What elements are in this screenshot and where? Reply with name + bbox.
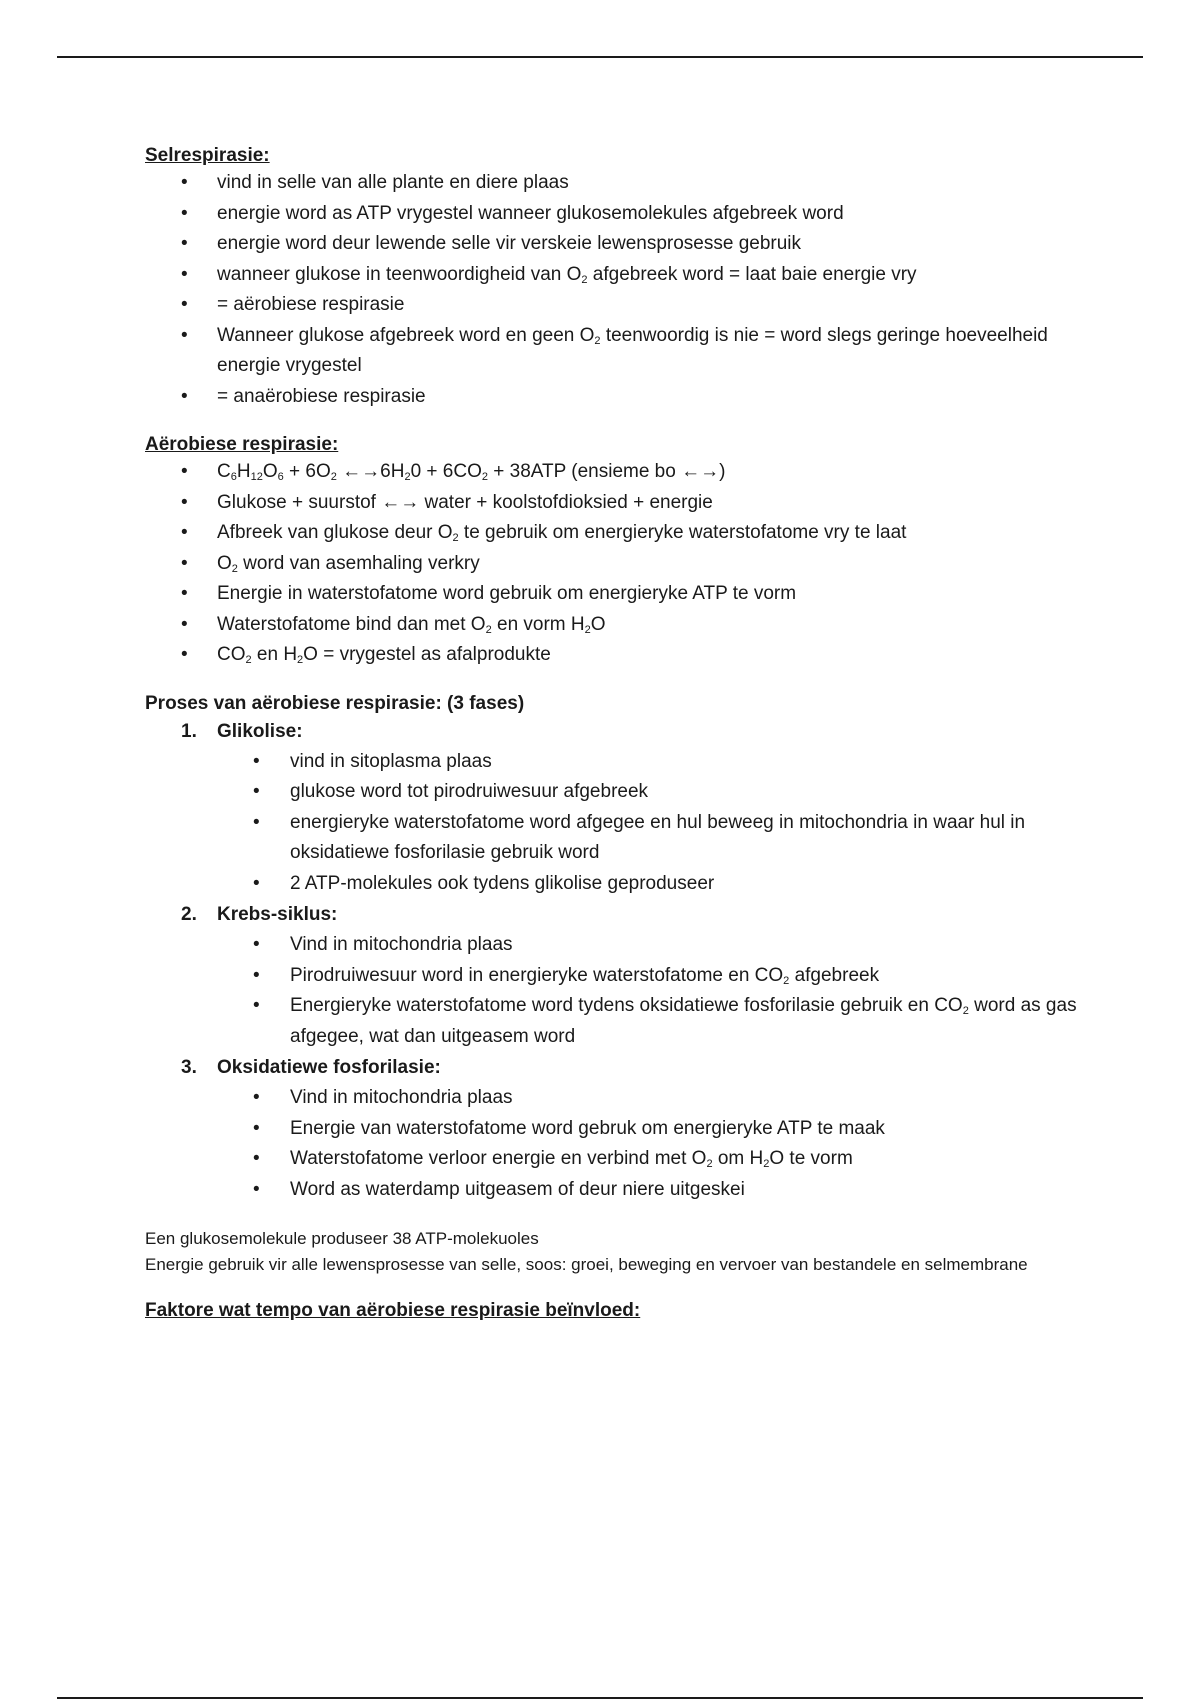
list-item: • $CO_2$ en $H_2O$ = vrygestel as afalprodukte — [145, 640, 1105, 671]
list-item: • Waterstofatome bind dan met $O_2$ en vorm $H_2O$ — [145, 610, 1105, 641]
list-item: • vind in sitoplasma plaas — [145, 747, 1105, 778]
heading-faktore: Faktore wat tempo van aërobiese respirasie beïnvloed: — [145, 1300, 641, 1321]
heading-selrespirasie: Selrespirasie: — [145, 145, 270, 166]
phase-bullets — [145, 930, 1105, 1052]
header-rule — [57, 56, 1143, 58]
phase-oksidatiewe-fosforilasie — [145, 1052, 1105, 1205]
phase-title: Oksidatiewe fosforilasie: — [217, 1057, 441, 1078]
list-item: • Energie van waterstofatome word gebruk om energieryke ATP te maak — [145, 1114, 1105, 1145]
list-item: • Vind in mitochondria plaas — [145, 930, 1105, 961]
paragraph: Een glukosemolekule produseer 38 ATP-molekuoles — [145, 1229, 539, 1248]
footer-rule — [57, 1697, 1143, 1699]
phase-bullets — [145, 747, 1105, 900]
summary-paragraphs — [145, 1226, 1105, 1278]
phase-number: 3. — [181, 1057, 197, 1078]
phase-title: Krebs-siklus: — [217, 904, 338, 925]
list-item: • Vind in mitochondria plaas — [145, 1083, 1105, 1114]
phase-number: 2. — [181, 904, 197, 925]
list-item: • Energie in waterstofatome word gebruik om energieryke ATP te vorm — [145, 579, 1105, 610]
list-item: • vind in selle van alle plante en diere plaas — [145, 168, 1105, 199]
heading-proses: Proses van aërobiese respirasie: (3 fases) — [145, 692, 525, 714]
document-body — [145, 144, 1105, 1323]
list-item: • = aërobiese respirasie — [145, 290, 1105, 321]
list-item: • = anaërobiese respirasie — [145, 382, 1105, 413]
list-item: • Afbreek van glukose deur $O_2$ te gebruik om energieryke waterstofatome vry te laat — [145, 518, 1105, 549]
list-item: • Wanneer glukose afgebreek word en geen $O_2$ teenwoordig is nie = word slegs geringe hoeveelheid energie vrygestel — [145, 321, 1105, 382]
phase-number: 1. — [181, 720, 197, 742]
list-item: • $O_2$ word van asemhaling verkry — [145, 549, 1105, 580]
phase-title: Glikolise: — [217, 720, 303, 742]
phase-glikolise — [145, 716, 1105, 900]
phase-bullets — [145, 1083, 1105, 1205]
list-item: • Pirodruiwesuur word in energieryke waterstofatome en $CO_2$ afgebreek — [145, 961, 1105, 992]
list-item: • Energieryke waterstofatome word tydens oksidatiewe fosforilasie gebruik en $CO_2$ word as gas afgegee, wat dan uitgeasem word — [145, 991, 1105, 1052]
list-item: • energieryke waterstofatome word afgegee en hul beweeg in mitochondria in waar hul in oksidatiewe fosforilasie gebruik word — [145, 808, 1105, 869]
paragraph: Energie gebruik vir alle lewensprosesse van selle, soos: groei, beweging en vervoer van bestandele en selmembrane — [145, 1255, 1028, 1274]
list-item: • energie word deur lewende selle vir verskeie lewensprosesse gebruik — [145, 229, 1105, 260]
list-item: • Waterstofatome verloor energie en verbind met $O_2$ om $H_2O$ te vorm — [145, 1144, 1105, 1175]
list-selrespirasie — [145, 168, 1105, 412]
list-item: • glukose word tot pirodruiwesuur afgebreek — [145, 777, 1105, 808]
list-item: • energie word as ATP vrygestel wanneer glukosemolekules afgebreek word — [145, 199, 1105, 230]
word-equation: • Glukose + suurstof ←→ water + koolstofdioksied + energie — [145, 488, 1105, 519]
phase-list — [145, 716, 1105, 1206]
list-item: • wanneer glukose in teenwoordigheid van $O_2$ afgebreek word = laat baie energie vry — [145, 260, 1105, 291]
list-aerobiese — [145, 457, 1105, 671]
heading-aerobiese-respirasie: Aërobiese respirasie: — [145, 434, 339, 455]
list-item: • Word as waterdamp uitgeasem of deur niere uitgeskei — [145, 1175, 1105, 1206]
chemical-equation: • $C_6H_{12}O_6 + 6O_2$ $\leftarrow\to 6H_20 + 6CO_2 + 38ATP$ (ensieme bo ←→) — [145, 457, 1105, 488]
phase-krebs-siklus — [145, 899, 1105, 1052]
list-item: • 2 ATP-molekules ook tydens glikolise geproduseer — [145, 869, 1105, 900]
